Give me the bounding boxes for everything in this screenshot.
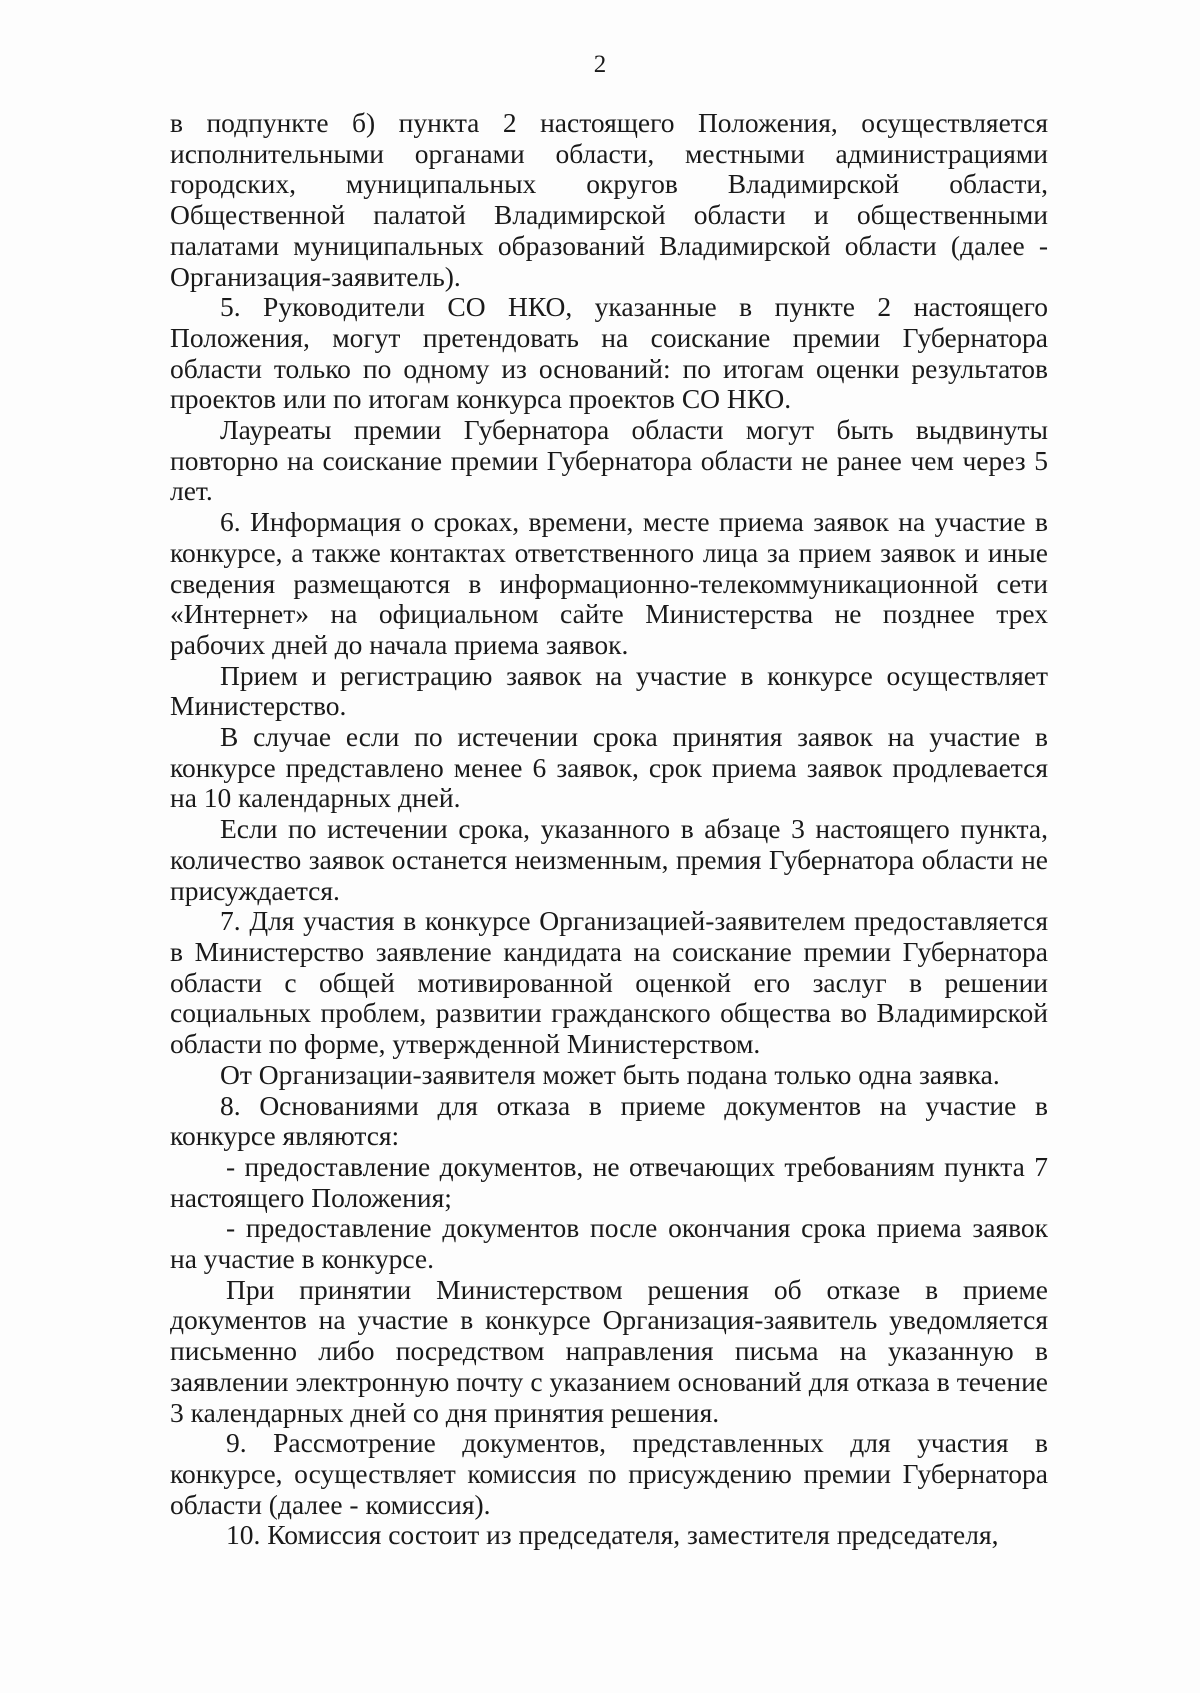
paragraph-continuation: в подпункте б) пункта 2 настоящего Положения, осуществляется исполнительными органами области, местными администрациями городских, муниципальных округов Владимирской области, Общественной палатой Владимирской области и общественными палатами муниципальных образований Владимирской области (далее - Организация-заявитель). bbox=[170, 107, 1048, 292]
paragraph-one-application: От Организации-заявителя может быть подана только одна заявка. bbox=[220, 1058, 1000, 1090]
paragraph-item-9: 9. Рассмотрение документов, представленных для участия в конкурсе, осуществляет комиссия по присуждению премии Губернатора области (далее - комиссия). bbox=[170, 1427, 1048, 1520]
paragraph-not-awarded: Если по истечении срока, указанного в абзаце 3 настоящего пункта, количество заявок останется неизменным, премия Губернатора области не присуждается. bbox=[170, 813, 1048, 906]
list-item-reason-2: - предоставление документов после окончания срока приема заявок на участие в конкурсе. bbox=[170, 1212, 1048, 1275]
page-number: 2 bbox=[593, 51, 607, 78]
paragraph-item-8: 8. Основаниями для отказа в приеме документов на участие в конкурсе являются: bbox=[170, 1089, 1048, 1152]
paragraph-refusal-notice: При принятии Министерством решения об отказе в приеме документов на участие в конкурсе Организация-заявитель уведомляется письменно либо посредством направления письма на указанную в заявлении электронную почту с указанием оснований для отказа в течение 3 календарных дней со дня принятия решения. bbox=[170, 1273, 1048, 1428]
document-body bbox=[170, 108, 1048, 1551]
paragraph-item-6: 6. Информация о сроках, времени, месте приема заявок на участие в конкурсе, а также контактах ответственного лица за прием заявок и иные сведения размещаются в информационно-телекоммуникационной сети «Интернет» на официальном сайте Министерства не позднее трех рабочих дней до начала приема заявок. bbox=[170, 506, 1048, 660]
paragraph-registration: Прием и регистрацию заявок на участие в конкурсе осуществляет Министерство. bbox=[170, 659, 1048, 722]
paragraph-item-7: 7. Для участия в конкурсе Организацией-заявителем предоставляется в Министерство заявление кандидата на соискание премии Губернатора области с общей мотивированной оценкой его заслуг в решении социальных проблем, развитии гражданского общества во Владимирской области по форме, утвержденной Министерством. bbox=[170, 905, 1048, 1060]
list-item-reason-1: - предоставление документов, не отвечающих требованиям пункта 7 настоящего Положения; bbox=[170, 1150, 1048, 1213]
paragraph-item-10: 10. Комиссия состоит из председателя, заместителя председателя, bbox=[226, 1519, 999, 1551]
paragraph-extension: В случае если по истечении срока принятия заявок на участие в конкурсе представлено менее 6 заявок, срок приема заявок продлевается на 10 календарных дней. bbox=[170, 721, 1048, 814]
paragraph-laureates: Лауреаты премии Губернатора области могут быть выдвинуты повторно на соискание премии Губернатора области не ранее чем через 5 лет. bbox=[170, 414, 1048, 507]
paragraph-item-5: 5. Руководители СО НКО, указанные в пункте 2 настоящего Положения, могут претендовать на соискание премии Губернатора области только по одному из оснований: по итогам оценки результатов проектов или по итогам конкурса проектов СО НКО. bbox=[170, 291, 1048, 415]
